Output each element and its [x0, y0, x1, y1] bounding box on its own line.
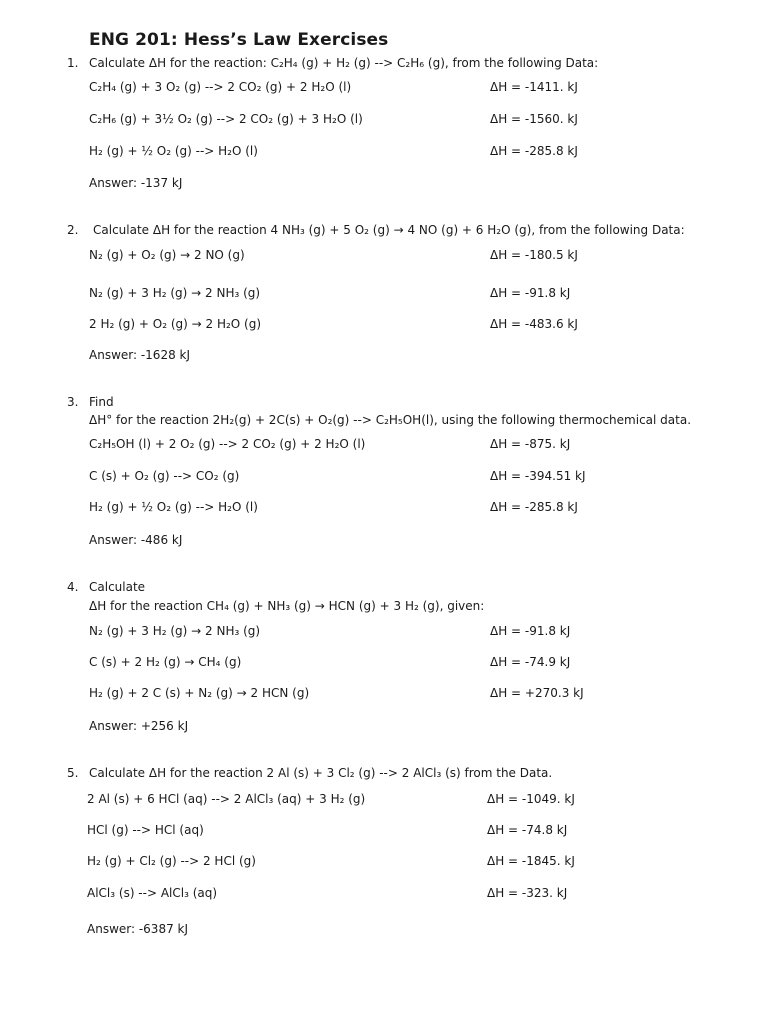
question-prompt: ΔH° for the reaction 2H₂(g) + 2C(s) + O₂(g) --> C₂H₅OH(l), using the following thermochemical data. — [89, 413, 692, 427]
reaction-equation: H₂ (g) + 2 C (s) + N₂ (g) → 2 HCN (g) — [89, 686, 310, 700]
enthalpy-value: ΔH = -1411. kJ — [490, 80, 578, 94]
page-title: ENG 201: Hess’s Law Exercises — [89, 30, 389, 50]
question-prompt: Calculate ΔH for the reaction 4 NH₃ (g) + 5 O₂ (g) → 4 NO (g) + 6 H₂O (g), from the following Data: — [93, 223, 685, 237]
reaction-equation: H₂ (g) + Cl₂ (g) --> 2 HCl (g) — [87, 854, 256, 868]
answer-text: Answer: -486 kJ — [89, 533, 183, 547]
enthalpy-value: ΔH = -1560. kJ — [490, 112, 578, 126]
enthalpy-value: ΔH = -1845. kJ — [487, 854, 575, 868]
enthalpy-value: ΔH = -875. kJ — [490, 437, 571, 451]
question-prompt: ΔH for the reaction CH₄ (g) + NH₃ (g) → HCN (g) + 3 H₂ (g), given: — [89, 599, 485, 613]
enthalpy-value: ΔH = -285.8 kJ — [490, 500, 578, 514]
question-number: 4. — [67, 580, 79, 594]
reaction-equation: C₂H₄ (g) + 3 O₂ (g) --> 2 CO₂ (g) + 2 H₂O (l) — [89, 80, 352, 94]
question-number: 3. — [67, 395, 79, 409]
reaction-equation: 2 H₂ (g) + O₂ (g) → 2 H₂O (g) — [89, 317, 262, 331]
answer-text: Answer: -1628 kJ — [89, 348, 191, 362]
reaction-equation: C (s) + O₂ (g) --> CO₂ (g) — [89, 469, 240, 483]
question-number: 1. — [67, 56, 79, 70]
reaction-equation: N₂ (g) + 3 H₂ (g) → 2 NH₃ (g) — [89, 624, 261, 638]
reaction-equation: 2 Al (s) + 6 HCl (aq) --> 2 AlCl₃ (aq) + 3 H₂ (g) — [87, 792, 366, 806]
reaction-equation: N₂ (g) + O₂ (g) → 2 NO (g) — [89, 248, 245, 262]
reaction-equation: N₂ (g) + 3 H₂ (g) → 2 NH₃ (g) — [89, 286, 261, 300]
reaction-equation: AlCl₃ (s) --> AlCl₃ (aq) — [87, 886, 218, 900]
enthalpy-value: ΔH = +270.3 kJ — [490, 686, 584, 700]
enthalpy-value: ΔH = -180.5 kJ — [490, 248, 578, 262]
enthalpy-value: ΔH = -74.9 kJ — [490, 655, 571, 669]
question-number: 2. — [67, 223, 79, 237]
question-prompt-lead: Find — [89, 395, 114, 409]
reaction-equation: C₂H₅OH (l) + 2 O₂ (g) --> 2 CO₂ (g) + 2 H₂O (l) — [89, 437, 366, 451]
reaction-equation: HCl (g) --> HCl (aq) — [87, 823, 204, 837]
enthalpy-value: ΔH = -1049. kJ — [487, 792, 575, 806]
answer-text: Answer: -6387 kJ — [87, 922, 189, 936]
answer-text: Answer: -137 kJ — [89, 176, 183, 190]
question-number: 5. — [67, 766, 79, 780]
enthalpy-value: ΔH = -323. kJ — [487, 886, 568, 900]
reaction-equation: H₂ (g) + ½ O₂ (g) --> H₂O (l) — [89, 500, 258, 514]
question-prompt-lead: Calculate — [89, 580, 146, 594]
enthalpy-value: ΔH = -285.8 kJ — [490, 144, 578, 158]
reaction-equation: H₂ (g) + ½ O₂ (g) --> H₂O (l) — [89, 144, 258, 158]
reaction-equation: C (s) + 2 H₂ (g) → CH₄ (g) — [89, 655, 242, 669]
answer-text: Answer: +256 kJ — [89, 719, 189, 733]
enthalpy-value: ΔH = -394.51 kJ — [490, 469, 586, 483]
enthalpy-value: ΔH = -483.6 kJ — [490, 317, 578, 331]
enthalpy-value: ΔH = -91.8 kJ — [490, 624, 571, 638]
question-prompt: Calculate ΔH for the reaction: C₂H₄ (g) + H₂ (g) --> C₂H₆ (g), from the following Data: — [89, 56, 599, 70]
enthalpy-value: ΔH = -74.8 kJ — [487, 823, 568, 837]
reaction-equation: C₂H₆ (g) + 3½ O₂ (g) --> 2 CO₂ (g) + 3 H₂O (l) — [89, 112, 363, 126]
question-prompt: Calculate ΔH for the reaction 2 Al (s) + 3 Cl₂ (g) --> 2 AlCl₃ (s) from the Data. — [89, 766, 553, 780]
enthalpy-value: ΔH = -91.8 kJ — [490, 286, 571, 300]
